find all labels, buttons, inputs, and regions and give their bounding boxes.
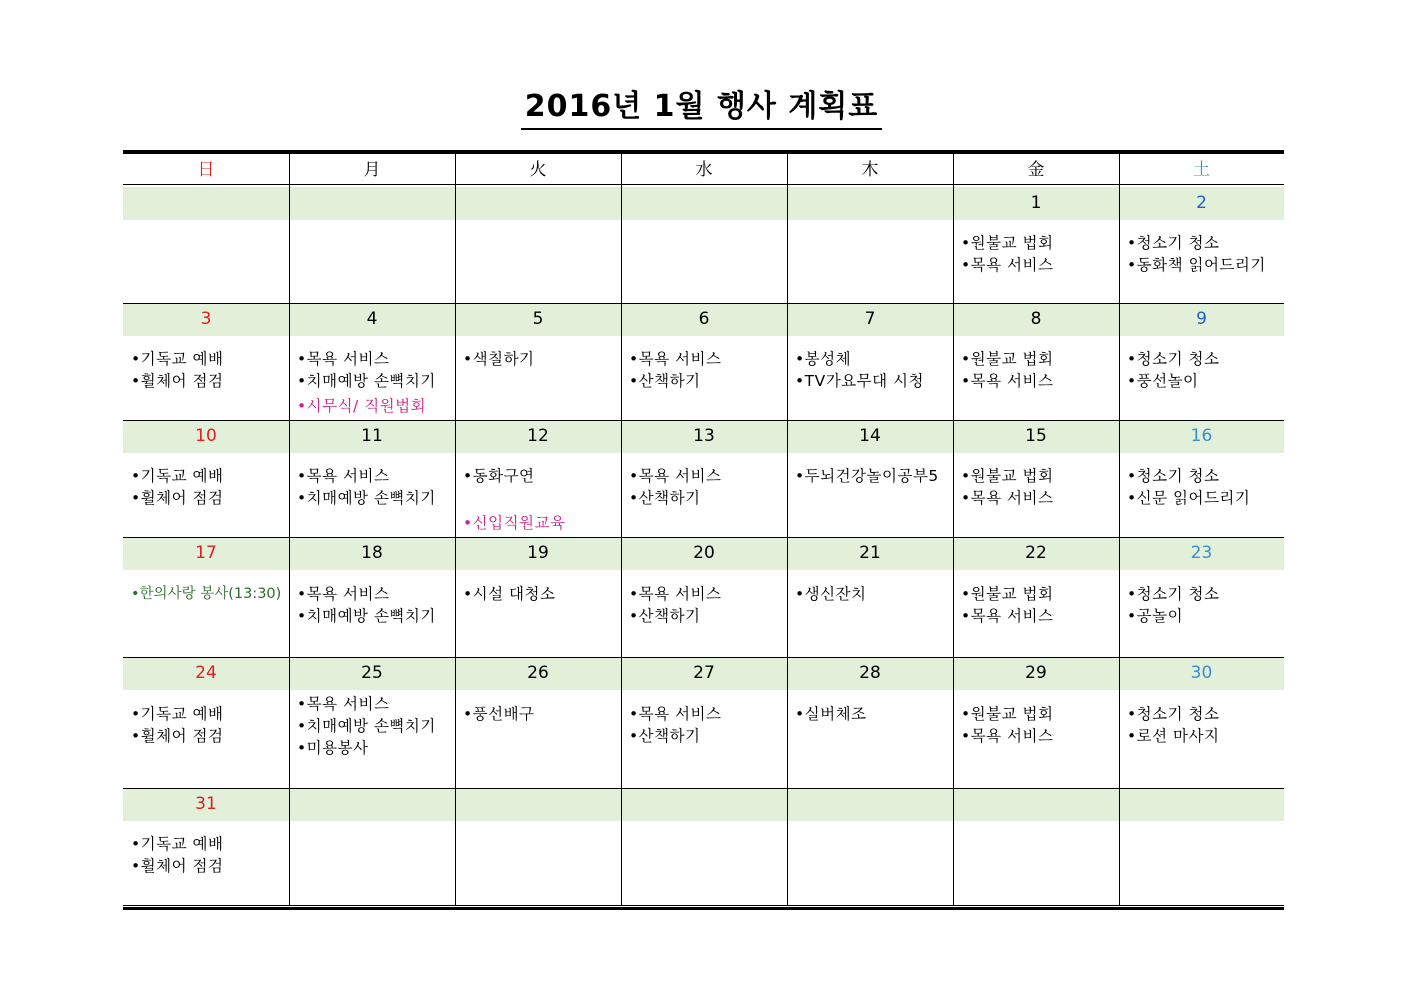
event-item: •목욕 서비스 (961, 372, 1054, 390)
event-item: •목욕 서비스 (629, 705, 722, 723)
event-item: •목욕 서비스 (961, 607, 1054, 625)
day-number: 22 (1025, 543, 1047, 563)
special-event: •신입직원교육 (463, 514, 566, 532)
event-list (795, 465, 939, 487)
weekday-label: 月 (363, 160, 381, 180)
day-number: 1 (1030, 193, 1042, 213)
day-number: 5 (532, 309, 544, 329)
day-number: 9 (1196, 309, 1207, 329)
weekday-label: 土 (1193, 160, 1210, 180)
event-list (629, 703, 721, 747)
day-number: 11 (361, 426, 383, 446)
event-list (1127, 348, 1219, 392)
event-list (795, 703, 867, 725)
event-list (297, 583, 436, 627)
column-divider (953, 153, 954, 906)
event-item: •목욕 서비스 (629, 350, 722, 368)
event-item: •산책하기 (629, 607, 701, 625)
event-item: •목욕 서비스 (961, 256, 1054, 274)
day-number: 14 (859, 426, 881, 446)
event-item: •청소기 청소 (1127, 467, 1220, 485)
event-item: •목욕 서비스 (297, 350, 390, 368)
column-divider (621, 153, 622, 906)
day-number: 17 (195, 543, 217, 563)
day-number: 2 (1196, 193, 1207, 213)
column-divider (455, 153, 456, 906)
day-number: 23 (1190, 543, 1213, 563)
event-item: •색칠하기 (463, 350, 535, 368)
event-item: •TV가요무대 시청 (795, 372, 924, 390)
event-list (629, 583, 721, 627)
event-item: •생신잔치 (795, 585, 867, 603)
event-item: •청소기 청소 (1127, 705, 1220, 723)
event-item: •휠체어 점검 (131, 727, 224, 745)
event-item: •공놀이 (1127, 607, 1184, 625)
page-title: 2016년 1월 행사 계획표 (521, 86, 882, 130)
table-bottom-rule-inner (123, 905, 1284, 906)
week-separator (123, 303, 1284, 304)
event-item: •미용봉사 (297, 739, 369, 757)
event-item: •휠체어 점검 (131, 372, 224, 390)
event-list (463, 703, 535, 725)
event-item: •산책하기 (629, 727, 701, 745)
day-number: 8 (1030, 309, 1042, 329)
day-number: 3 (200, 309, 212, 329)
day-number: 26 (527, 663, 549, 683)
column-divider (1119, 153, 1120, 906)
week-separator (123, 537, 1284, 538)
event-list (961, 465, 1053, 509)
day-number: 4 (366, 309, 378, 329)
event-item: •목욕 서비스 (961, 727, 1054, 745)
week-row (123, 303, 1284, 420)
week-row (123, 187, 1284, 303)
event-item: •로션 마사지 (1127, 727, 1220, 745)
week-row (123, 537, 1284, 657)
event-list (629, 465, 721, 509)
day-number: 27 (693, 663, 715, 683)
weekday-label: 日 (197, 160, 215, 180)
weekday-label: 金 (1027, 160, 1045, 180)
week-row (123, 420, 1284, 537)
week-separator (123, 788, 1284, 789)
event-item: •치매예방 손뼉치기 (297, 717, 436, 735)
event-item: •기독교 예배 (131, 467, 224, 485)
event-list (1127, 232, 1266, 276)
event-item: •기독교 예배 (131, 705, 224, 723)
week-row (123, 657, 1284, 788)
day-number: 13 (693, 426, 715, 446)
special-event: •시무식/ 직원법회 (297, 397, 427, 415)
day-number: 19 (527, 543, 549, 563)
event-item: •목욕 서비스 (297, 585, 390, 603)
event-item: •실버체조 (795, 705, 867, 723)
event-item: •원불교 법회 (961, 350, 1054, 368)
event-list (961, 583, 1053, 627)
event-item: •목욕 서비스 (629, 585, 722, 603)
event-item: •청소기 청소 (1127, 234, 1220, 252)
event-list (297, 693, 436, 759)
event-item: •목욕 서비스 (297, 695, 390, 713)
event-item: •원불교 법회 (961, 467, 1054, 485)
event-list (131, 703, 223, 747)
event-item: •산책하기 (629, 489, 701, 507)
day-number: 7 (864, 309, 876, 329)
event-item: •목욕 서비스 (629, 467, 722, 485)
event-list (1127, 465, 1250, 509)
event-list (961, 703, 1053, 747)
day-number: 20 (693, 543, 715, 563)
event-list (131, 465, 223, 509)
weekday-label: 水 (695, 160, 713, 180)
event-item: •원불교 법회 (961, 705, 1054, 723)
event-item: •기독교 예배 (131, 350, 224, 368)
event-list (297, 465, 436, 509)
event-item: •휠체어 점검 (131, 489, 224, 507)
date-band (123, 788, 1284, 821)
event-item: •휠체어 점검 (131, 857, 224, 875)
day-number: 25 (361, 663, 383, 683)
event-list (463, 465, 535, 487)
event-item: •치매예방 손뼉치기 (297, 607, 436, 625)
day-number: 10 (195, 426, 217, 446)
event-item: •원불교 법회 (961, 234, 1054, 252)
event-item: •산책하기 (629, 372, 701, 390)
week-separator (123, 657, 1284, 658)
event-item: •동화구연 (463, 467, 535, 485)
day-number: 18 (361, 543, 383, 563)
event-item: •기독교 예배 (131, 835, 224, 853)
event-item: •두뇌건강놀이공부5 (795, 467, 939, 485)
event-list (463, 583, 555, 605)
event-item: •청소기 청소 (1127, 585, 1220, 603)
day-number: 24 (195, 663, 217, 683)
event-list (629, 348, 721, 392)
day-number: 15 (1025, 426, 1047, 446)
event-item: •청소기 청소 (1127, 350, 1220, 368)
event-item: •한의사랑 봉사(13:30) (131, 586, 282, 602)
week-row (123, 788, 1284, 906)
event-list (795, 348, 924, 392)
day-number: 6 (698, 309, 710, 329)
event-item: •봉성체 (795, 350, 852, 368)
event-item: •치매예방 손뼉치기 (297, 372, 436, 390)
event-item: •원불교 법회 (961, 585, 1054, 603)
weekday-label: 火 (529, 160, 547, 180)
day-number: 12 (527, 426, 549, 446)
event-item: •목욕 서비스 (961, 489, 1054, 507)
event-list (131, 833, 223, 877)
weekday-header (123, 156, 1284, 184)
day-number: 29 (1025, 663, 1047, 683)
day-number: 30 (1190, 663, 1213, 683)
event-list (1127, 583, 1219, 627)
day-number: 28 (859, 663, 881, 683)
week-separator (123, 420, 1284, 421)
event-item: •동화책 읽어드리기 (1127, 256, 1266, 274)
column-divider (787, 153, 788, 906)
event-list (131, 348, 223, 392)
event-item: •풍선배구 (463, 705, 535, 723)
table-bottom-rule (123, 907, 1284, 910)
weekday-label: 木 (861, 160, 879, 180)
event-list (297, 348, 436, 392)
event-list (961, 348, 1053, 392)
event-list (131, 583, 281, 605)
day-number: 16 (1190, 426, 1213, 446)
day-number: 21 (859, 543, 881, 563)
event-item: •신문 읽어드리기 (1127, 489, 1251, 507)
event-item: •풍선놀이 (1127, 372, 1199, 390)
event-list (1127, 703, 1219, 747)
event-list (795, 583, 867, 605)
header-bottom-rule (123, 184, 1284, 185)
event-item: •시설 대청소 (463, 585, 556, 603)
day-number: 31 (195, 794, 217, 814)
event-item: •치매예방 손뼉치기 (297, 489, 436, 507)
event-list (961, 232, 1053, 276)
table-top-rule-inner (123, 153, 1284, 154)
event-item: •목욕 서비스 (297, 467, 390, 485)
event-list (463, 348, 535, 370)
column-divider (289, 153, 290, 906)
